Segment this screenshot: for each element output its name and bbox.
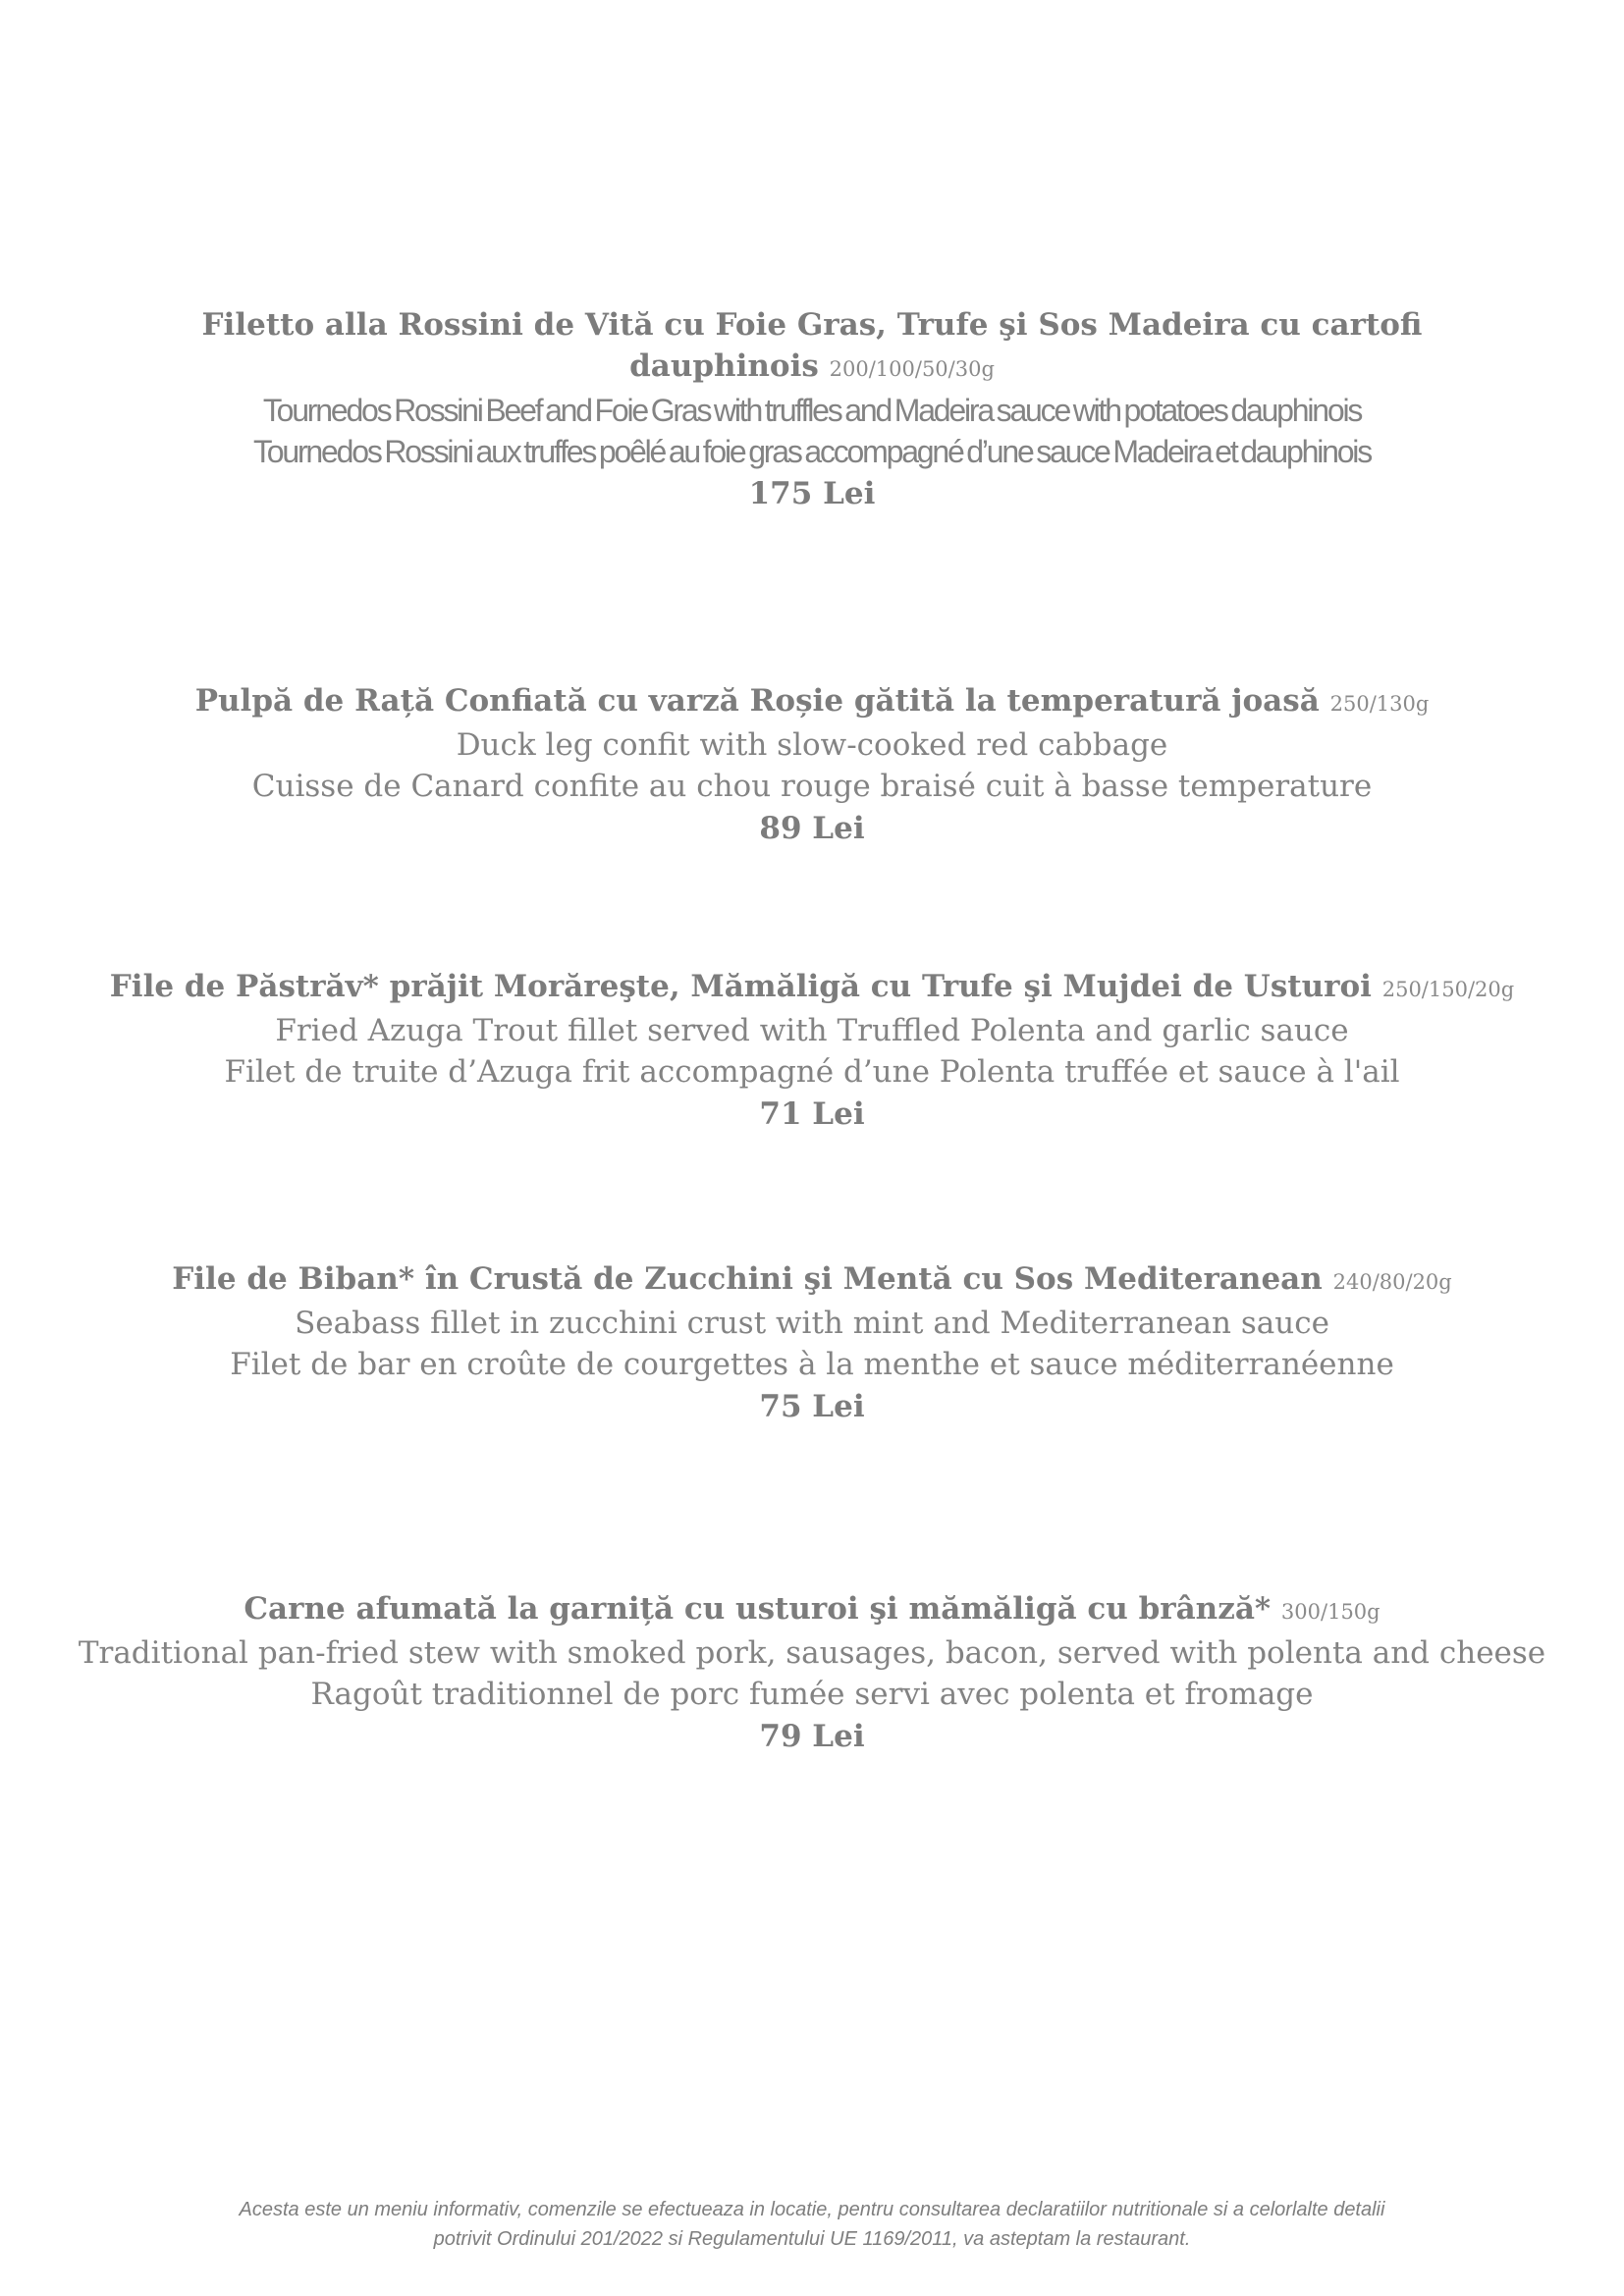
footer-line-1: Acesta este un meniu informativ, comenzile se efectueaza in locatie, pentru consultarea declaratiilor nutritionale si a celorlalte detalii [239,2199,1385,2220]
item-price: 71 Lei [759,1096,865,1132]
item-title-text: File de Păstrăv* prăjit Morăreşte, Mămăligă cu Trufe şi Mujdei de Usturoi [109,969,1372,1004]
menu-item [0,680,1624,850]
item-weight: 250/130g [1329,692,1430,716]
menu-item [0,304,1624,515]
item-description-fr: Cuisse de Canard confite au chou rouge braisé cuit à basse temperature [251,769,1373,804]
item-description-en: Duck leg confit with slow-cooked red cabbage [456,727,1168,763]
item-title-text: Carne afumată la garniță cu usturoi şi mămăligă cu brânză* [244,1591,1272,1627]
item-weight: 250/150/20g [1381,978,1515,1001]
item-title [198,304,1426,390]
item-title [0,1588,1624,1632]
item-description-fr: Ragoût traditionnel de porc fumée servi avec polenta et fromage [310,1677,1314,1712]
item-weight: 200/100/50/30g [829,357,995,381]
item-title-text: File de Biban* în Crustă de Zucchini şi Mentă cu Sos Mediteranean [172,1261,1323,1297]
item-description-en: Tournedos Rossini Beef and Foie Gras with truffles and Madeira sauce with potatoes dauphinois [262,393,1362,428]
item-price: 175 Lei [748,476,876,511]
item-description-fr: Filet de truite d’Azuga frit accompagné d’une Polenta truffée et sauce à l'ail [224,1054,1400,1090]
item-price: 89 Lei [759,811,865,846]
item-description-en: Traditional pan-fried stew with smoked pork, sausages, bacon, served with polenta and cheese [78,1635,1546,1671]
item-title [0,680,1624,724]
item-description-fr: Tournedos Rossini aux truffes poêlé au foie gras accompagné d’une sauce Madeira et dauphinois [252,434,1372,469]
item-price: 75 Lei [759,1389,865,1424]
item-title [0,966,1624,1010]
item-weight: 300/150g [1280,1600,1380,1624]
item-description-fr: Filet de bar en croûte de courgettes à la menthe et sauce méditerranéenne [230,1347,1394,1382]
menu-item [0,1258,1624,1428]
item-price: 79 Lei [759,1719,865,1754]
item-description-en: Seabass fillet in zucchini crust with mint and Mediterranean sauce [295,1306,1329,1341]
item-weight: 240/80/20g [1332,1270,1452,1294]
footer-disclaimer [0,2195,1624,2254]
item-title-text: Filetto alla Rossini de Vită cu Foie Gras, Trufe şi Sos Madeira cu cartofi dauphinois [201,307,1423,384]
item-title [0,1258,1624,1303]
menu-item [0,1588,1624,1758]
item-title-text: Pulpă de Rață Confiată cu varză Roșie gătită la temperatură joasă [194,683,1320,719]
menu-item [0,966,1624,1136]
footer-line-2: potrivit Ordinului 201/2022 si Regulamentului UE 1169/2011, va asteptam la restaurant. [433,2228,1191,2250]
item-description-en: Fried Azuga Trout fillet served with Truffled Polenta and garlic sauce [275,1013,1349,1048]
